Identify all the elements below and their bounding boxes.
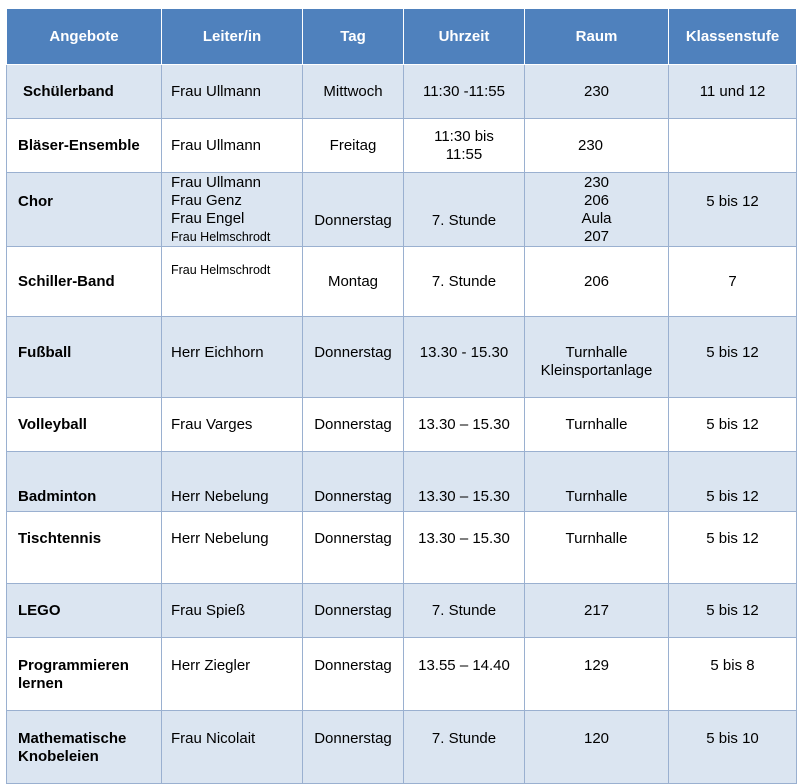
cell-uhrzeit: 7. Stunde — [404, 173, 525, 247]
raum-line: 206 — [583, 191, 610, 209]
cell-uhrzeit: 13.30 – 15.30 — [404, 452, 525, 512]
cell-leiter: Herr Ziegler — [162, 638, 303, 711]
cell-leiter: Herr Nebelung — [162, 512, 303, 584]
uhrzeit-line: 11:55 — [445, 145, 483, 163]
cell-klassenstufe: 5 bis 8 — [669, 638, 797, 711]
cell-klassenstufe: 5 bis 12 — [669, 317, 797, 398]
cell-angebot: Bläser-Ensemble — [7, 119, 162, 173]
table-row — [7, 247, 797, 317]
cell-uhrzeit: 13.30 – 15.30 — [404, 398, 525, 452]
cell-tag: Donnerstag — [303, 638, 404, 711]
leiter-line: Frau Helmschrodt — [171, 229, 271, 244]
cell-leiter: Herr Nebelung — [162, 452, 303, 512]
cell-angebot: Tischtennis — [7, 512, 162, 584]
cell-angebot: Schiller-Band — [7, 247, 162, 317]
table-row — [7, 317, 797, 398]
cell-tag: Donnerstag — [303, 711, 404, 784]
raum-line: 230 — [583, 173, 610, 191]
cell-raum — [525, 317, 669, 398]
cell-leiter: Frau Helmschrodt — [162, 247, 303, 317]
table-row — [7, 398, 797, 452]
cell-angebot: Volleyball — [7, 398, 162, 452]
cell-raum: 217 — [525, 584, 669, 638]
cell-tag: Donnerstag — [303, 584, 404, 638]
cell-angebot: LEGO — [7, 584, 162, 638]
table-row — [7, 173, 797, 247]
table-row — [7, 711, 797, 784]
angebot-line: Knobeleien — [18, 748, 99, 765]
cell-angebot: Chor — [7, 173, 162, 247]
raum-line: Turnhalle — [565, 344, 628, 361]
cell-klassenstufe: 11 und 12 — [669, 65, 797, 119]
cell-tag: Donnerstag — [303, 512, 404, 584]
cell-leiter: Frau Ullmann — [162, 65, 303, 119]
cell-raum: 230 — [525, 65, 669, 119]
cell-klassenstufe: 5 bis 12 — [669, 584, 797, 638]
header-uhrzeit: Uhrzeit — [404, 9, 525, 65]
table-row — [7, 65, 797, 119]
cell-leiter: Frau Spieß — [162, 584, 303, 638]
cell-tag: Donnerstag — [303, 317, 404, 398]
cell-klassenstufe: 5 bis 12 — [669, 173, 797, 247]
cell-klassenstufe: 5 bis 12 — [669, 512, 797, 584]
leiter-line: Frau Ullmann — [171, 173, 262, 191]
cell-raum: Turnhalle — [525, 398, 669, 452]
cell-uhrzeit: 13.30 – 15.30 — [404, 512, 525, 584]
cell-raum: 120 — [525, 711, 669, 784]
cell-raum: Turnhalle — [525, 452, 669, 512]
raum-line: Aula — [581, 209, 612, 227]
cell-leiter: Frau Varges — [162, 398, 303, 452]
angebot-line: Programmieren — [18, 657, 129, 674]
cell-klassenstufe: 5 bis 12 — [669, 398, 797, 452]
cell-tag: Mittwoch — [303, 65, 404, 119]
header-tag: Tag — [303, 9, 404, 65]
angebot-line: Mathematische — [18, 730, 127, 747]
cell-klassenstufe: 7 — [669, 247, 797, 317]
cell-angebot: Badminton — [7, 452, 162, 512]
header-row — [7, 9, 797, 65]
cell-leiter: Herr Eichhorn — [162, 317, 303, 398]
raum-line: 207 — [583, 227, 610, 245]
table-row — [7, 584, 797, 638]
cell-raum: 129 — [525, 638, 669, 711]
table-row — [7, 512, 797, 584]
cell-raum: Turnhalle — [525, 512, 669, 584]
header-angebote: Angebote — [7, 9, 162, 65]
cell-klassenstufe — [669, 119, 797, 173]
cell-klassenstufe: 5 bis 10 — [669, 711, 797, 784]
angebot-line: lernen — [18, 675, 64, 692]
cell-raum: 206 — [525, 247, 669, 317]
cell-uhrzeit: 7. Stunde — [404, 247, 525, 317]
cell-tag: Donnerstag — [303, 173, 404, 247]
cell-angebot — [7, 711, 162, 784]
header-raum: Raum — [525, 9, 669, 65]
cell-tag: Donnerstag — [303, 398, 404, 452]
cell-leiter — [162, 173, 303, 247]
cell-tag: Freitag — [303, 119, 404, 173]
table-row — [7, 638, 797, 711]
cell-uhrzeit: 7. Stunde — [404, 711, 525, 784]
ag-table-container — [6, 9, 797, 784]
leiter-line: Frau Genz — [171, 191, 242, 209]
header-leiter: Leiter/in — [162, 9, 303, 65]
leiter-line: Frau Engel — [171, 209, 245, 227]
cell-raum — [525, 173, 669, 247]
cell-leiter: Frau Ullmann — [162, 119, 303, 173]
raum-line: Kleinsportanlage — [540, 362, 653, 379]
cell-uhrzeit: 11:30 -11:55 — [404, 65, 525, 119]
cell-leiter: Frau Nicolait — [162, 711, 303, 784]
table-row — [7, 452, 797, 512]
cell-angebot — [7, 638, 162, 711]
cell-klassenstufe: 5 bis 12 — [669, 452, 797, 512]
uhrzeit-line: 11:30 bis — [434, 127, 494, 145]
cell-angebot: Fußball — [7, 317, 162, 398]
cell-tag: Donnerstag — [303, 452, 404, 512]
cell-uhrzeit: 13.30 - 15.30 — [404, 317, 525, 398]
cell-raum: 230 — [525, 119, 669, 173]
header-klassenstufe: Klassenstufe — [669, 9, 797, 65]
cell-tag: Montag — [303, 247, 404, 317]
cell-uhrzeit — [404, 119, 525, 173]
cell-uhrzeit: 7. Stunde — [404, 584, 525, 638]
ag-table — [6, 9, 797, 784]
table-row — [7, 119, 797, 173]
cell-angebot: Schülerband — [7, 65, 162, 119]
cell-uhrzeit: 13.55 – 14.40 — [404, 638, 525, 711]
